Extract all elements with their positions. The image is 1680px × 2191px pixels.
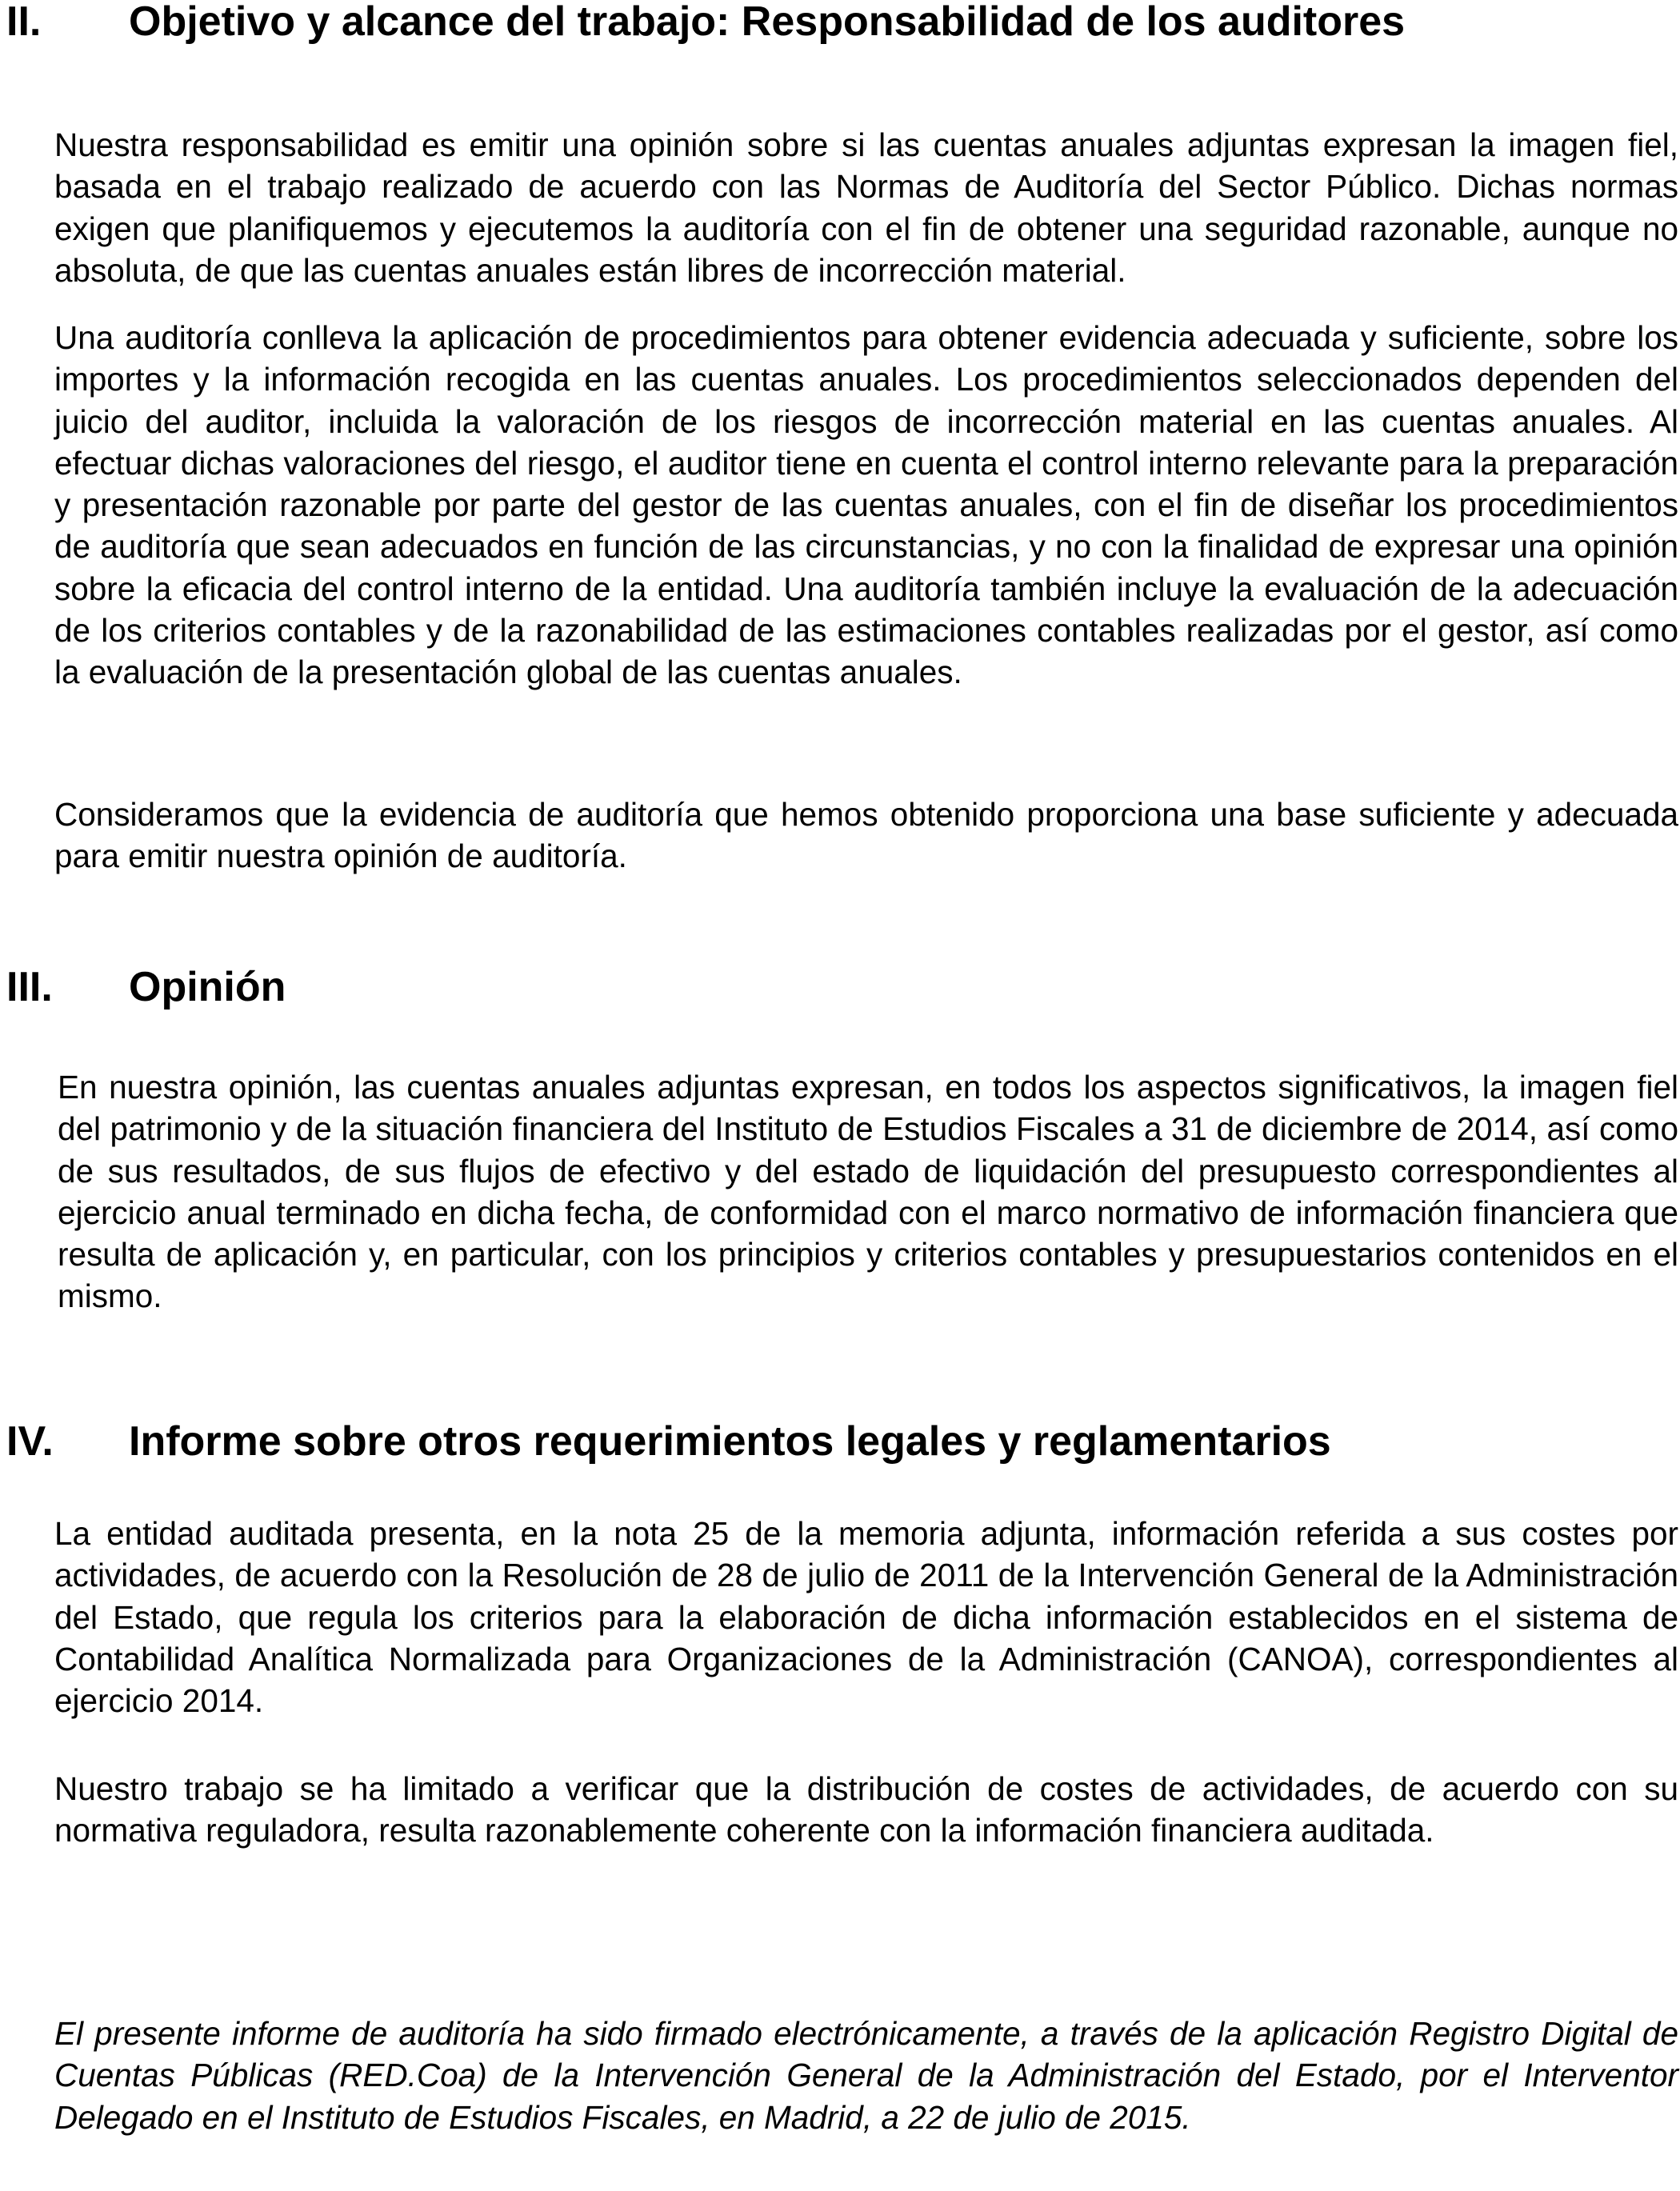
section-title: Objetivo y alcance del trabajo: Responsabilidad de los auditores bbox=[129, 0, 1406, 45]
section-number: IV. bbox=[6, 1418, 54, 1465]
paragraph-opinion: En nuestra opinión, las cuentas anuales adjuntas expresan, en todos los aspectos significativos, la imagen fiel del patrimonio y de la situación financiera del Instituto de Estudios Fiscales a 31 de diciembre de 2014, así como de sus resultados, de sus flujos de efectivo y del estado de liquidación del presupuesto correspondientes al ejercicio anual terminado en dicha fecha, de conformidad con el marco normativo de información financiera que resulta de aplicación y, en particular, con los principios y criterios contables y presupuestarios contenidos en el mismo. bbox=[58, 1069, 1678, 1315]
section-number: II. bbox=[6, 0, 42, 45]
section-title: Opinión bbox=[129, 964, 286, 1010]
paragraph-costes: La entidad auditada presenta, en la nota 25 de la memoria adjunta, información referida a sus costes por actividades, de acuerdo con la Resolución de 28 de julio de 2011 de la Intervención General de la Administración del Estado, que regula los criterios para la elaboración de dicha información establecidos en el sistema de Contabilidad Analítica Normalizada para Organizaciones de la Administración (CANOA), correspondientes al ejercicio 2014. bbox=[54, 1515, 1678, 1720]
section-heading-opinion bbox=[6, 962, 286, 1012]
section-heading-requerimientos bbox=[6, 1417, 1331, 1466]
section-number: III. bbox=[6, 964, 53, 1010]
paragraph-trabajo: Nuestro trabajo se ha limitado a verificar que la distribución de costes de actividades, de acuerdo con su normativa reguladora, resulta razonablemente coherente con la información financiera auditada. bbox=[54, 1770, 1678, 1849]
section-title: Informe sobre otros requerimientos legales y reglamentarios bbox=[129, 1418, 1331, 1465]
paragraph-evidencia: Consideramos que la evidencia de auditoría que hemos obtenido proporciona una base suficiente y adecuada para emitir nuestra opinión de auditoría. bbox=[54, 796, 1678, 875]
section-heading-objetivo bbox=[6, 0, 1405, 46]
paragraph-responsabilidad: Nuestra responsabilidad es emitir una opinión sobre si las cuentas anuales adjuntas expresan la imagen fiel, basada en el trabajo realizado de acuerdo con las Normas de Auditoría del Sector Público. Dichas normas exigen que planifiquemos y ejecutemos la auditoría con el fin de obtener una seguridad razonable, aunque no absoluta, de que las cuentas anuales están libres de incorrección material. bbox=[54, 126, 1678, 289]
signature-note: El presente informe de auditoría ha sido firmado electrónicamente, a través de la aplicación Registro Digital de Cuentas Públicas (RED.Coa) de la Intervención General de la Administración del Estado, por el Interventor Delegado en el Instituto de Estudios Fiscales, en Madrid, a 22 de julio de 2015. bbox=[54, 2015, 1678, 2136]
paragraph-procedimientos: Una auditoría conlleva la aplicación de procedimientos para obtener evidencia adecuada y suficiente, sobre los importes y la información recogida en las cuentas anuales. Los procedimientos seleccionados dependen del juicio del auditor, incluida la valoración de los riesgos de incorrección material en las cuentas anuales. Al efectuar dichas valoraciones del riesgo, el auditor tiene en cuenta el control interno relevante para la preparación y presentación razonable por parte del gestor de las cuentas anuales, con el fin de diseñar los procedimientos de auditoría que sean adecuados en función de las circunstancias, y no con la finalidad de expresar una opinión sobre la eficacia del control interno de la entidad. Una auditoría también incluye la evaluación de la adecuación de los criterios contables y de la razonabilidad de las estimaciones contables realizadas por el gestor, así como la evaluación de la presentación global de las cuentas anuales. bbox=[54, 319, 1678, 691]
